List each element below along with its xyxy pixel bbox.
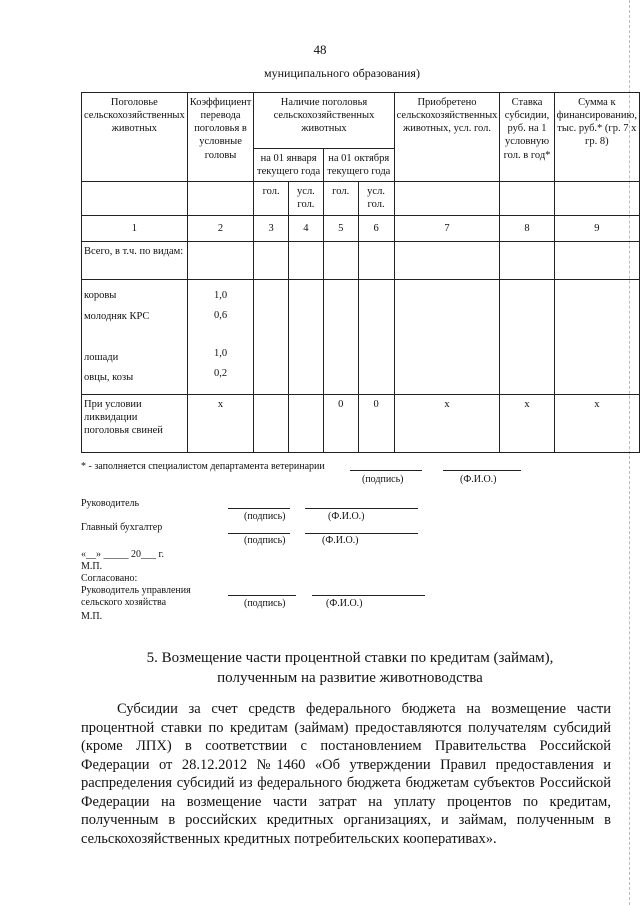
signature-line <box>305 508 418 509</box>
header-rate: Ставка субсидии, руб. на 1 условную гол. в год* <box>500 93 554 182</box>
coefficient-value: 0,2 <box>213 367 228 379</box>
stamp-mark: М.П. <box>81 561 103 572</box>
header-purchased: Приобретено сельскохозяйственных животных, усл. гол. <box>394 93 500 182</box>
section-title <box>0 648 640 688</box>
signature-line <box>305 533 418 534</box>
agreed-label: Согласовано: <box>81 573 138 584</box>
animals-row <box>82 279 640 394</box>
header-jan: на 01 января текущего года <box>254 149 324 182</box>
pig-liquidation-label: При условии ликвидации поголовья свиней <box>82 394 188 452</box>
header-oct-cond: усл. гол. <box>358 182 394 215</box>
col-number: 8 <box>500 215 554 241</box>
header-livestock: Поголовье сельскохозяйственных животных <box>82 93 188 182</box>
header-sum: Сумма к финансированию, тыс. руб.* (гр. 7 х гр. 8) <box>554 93 639 182</box>
pig-liquidation-row <box>82 394 640 452</box>
fio-caption: (Ф.И.О.) <box>460 474 497 485</box>
cell <box>554 279 639 394</box>
cell <box>358 279 394 394</box>
signature-caption: (подпись) <box>244 598 286 609</box>
cell-value: 0 <box>358 394 394 452</box>
section-title-line: 5. Возмещение части процентной ставки по кредитам (займам), <box>146 650 554 666</box>
signature-caption: (подпись) <box>244 535 286 546</box>
page-number: 48 <box>313 42 327 57</box>
animal-label: молодняк КРС <box>84 310 150 322</box>
header-row <box>82 93 640 149</box>
col-number: 1 <box>82 215 188 241</box>
cell <box>254 394 289 452</box>
animal-label: лошади <box>84 351 119 363</box>
cell <box>323 241 358 279</box>
cell <box>394 279 500 394</box>
fio-caption: (Ф.И.О.) <box>328 511 365 522</box>
header-jan-cond: усл. гол. <box>288 182 323 215</box>
col-number: 6 <box>358 215 394 241</box>
header-availability: Наличие поголовья сельскохозяйственных животных <box>254 93 394 149</box>
total-row-label: Всего, в т.ч. по видам: <box>82 241 188 279</box>
cell <box>288 279 323 394</box>
header-blank <box>82 182 188 215</box>
header-coefficient: Коэффициент перевода поголовья в условные головы <box>187 93 254 182</box>
fio-caption: (Ф.И.О.) <box>322 535 359 546</box>
fio-caption: (Ф.И.О.) <box>326 598 363 609</box>
col-number: 9 <box>554 215 639 241</box>
cell <box>358 241 394 279</box>
header-oct: на 01 октября текущего года <box>323 149 394 182</box>
stamp-mark: М.П. <box>81 611 103 622</box>
signature-caption: (подпись) <box>244 511 286 522</box>
col-number: 4 <box>288 215 323 241</box>
cell <box>254 279 289 394</box>
cell <box>394 241 500 279</box>
col-number: 2 <box>187 215 254 241</box>
animal-label: овцы, козы <box>84 371 134 383</box>
form-subtitle: муниципального образования) <box>264 66 420 80</box>
cell <box>187 241 254 279</box>
cell <box>500 279 554 394</box>
cell <box>554 241 639 279</box>
agri-head-label: Руководитель управления сельского хозяйства <box>81 585 191 608</box>
col-number: 3 <box>254 215 289 241</box>
signature-line <box>228 533 290 534</box>
cell-value: 0 <box>323 394 358 452</box>
cell-value: х <box>187 394 254 452</box>
header-oct-head: гол. <box>323 182 358 215</box>
body-paragraph: Субсидии за счет средств федерального бюджета на возмещение части процентной ставки по кредитам (займам) предоставляются получателям субсидий (кроме ЛПХ) в соответствии с постановлением Правительства Российской Федерации от 28.12.2012 №1460 «Об утверждении Правил предоставления и распределения субсидий из федерального бюджета бюджетам субъектов Российской Федерации на возмещение части затрат на уплату процентов по кредитам, полученным в российских кредитных организациях, и займам, полученным в сельскохозяйственных кредитных потребительских кооперативах». <box>81 701 611 847</box>
cell-value: х <box>554 394 639 452</box>
header-jan-head: гол. <box>254 182 289 215</box>
cell <box>323 279 358 394</box>
cell <box>288 394 323 452</box>
column-number-row <box>82 215 640 241</box>
header-blank <box>394 182 500 215</box>
signature-line <box>350 470 422 471</box>
cell <box>288 241 323 279</box>
cell-value: х <box>500 394 554 452</box>
animal-label: коровы <box>84 289 117 301</box>
animal-list <box>82 279 188 394</box>
header-units-row <box>82 182 640 215</box>
coefficient-list <box>187 279 254 394</box>
col-number: 7 <box>394 215 500 241</box>
section-title-line: полученным на развитие животноводства <box>217 670 483 686</box>
date-line: «__» _____ 20___ г. <box>81 549 164 560</box>
header-blank <box>187 182 254 215</box>
signature-line <box>443 470 521 471</box>
footnote: * - заполняется специалистом департамента ветеринарии <box>81 461 325 472</box>
signature-line <box>228 595 296 596</box>
coefficient-value: 1,0 <box>213 347 228 359</box>
livestock-table <box>81 92 640 453</box>
coefficient-value: 0,6 <box>213 309 228 321</box>
cell <box>254 241 289 279</box>
manager-label: Руководитель <box>81 498 140 509</box>
signature-line <box>312 595 425 596</box>
total-row <box>82 241 640 279</box>
cell-value: х <box>394 394 500 452</box>
col-number: 5 <box>323 215 358 241</box>
coefficient-spacer <box>190 326 252 344</box>
accountant-label: Главный бухгалтер <box>81 522 163 533</box>
coefficient-value: 1,0 <box>213 289 228 301</box>
cell <box>500 241 554 279</box>
signature-caption: (подпись) <box>362 474 404 485</box>
header-blank <box>554 182 639 215</box>
signature-line <box>228 508 290 509</box>
header-blank <box>500 182 554 215</box>
